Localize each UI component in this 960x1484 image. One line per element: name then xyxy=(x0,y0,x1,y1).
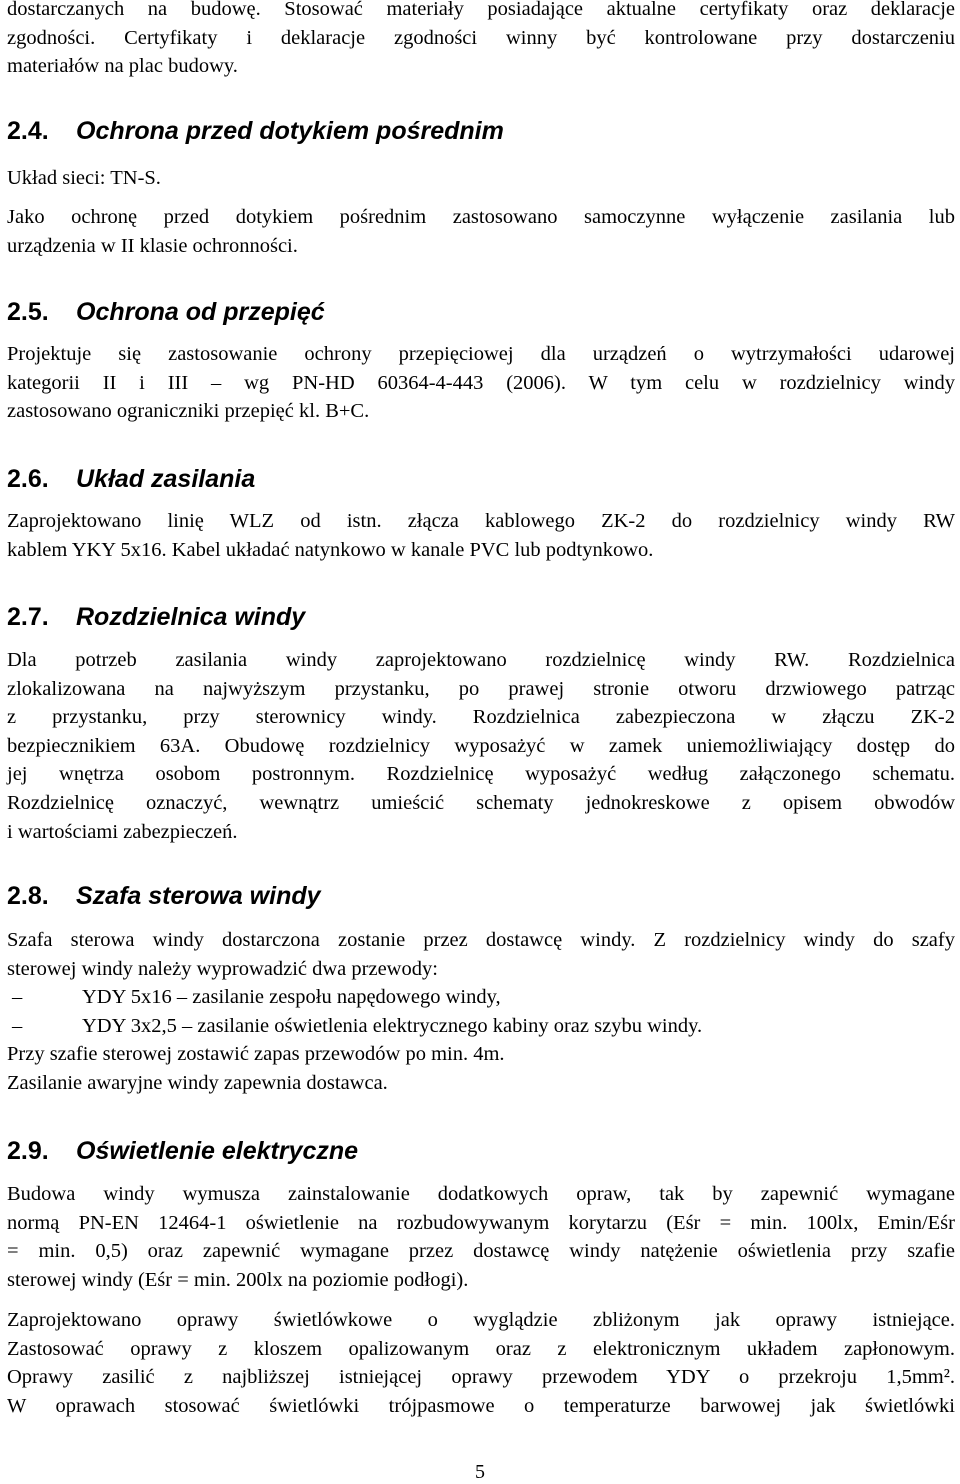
text-line: Zastosować oprawy z kloszem opalizowanym oraz z elektronicznym układem zapłonowym. xyxy=(7,1337,955,1360)
text-line: Oprawy zasilić z najbliższej istniejącej oprawy przewodem YDY o przekroju 1,5mm². xyxy=(7,1366,955,1389)
section-heading-2-9 xyxy=(7,1135,358,1167)
list-item-text: YDY 3x2,5 – zasilanie oświetlenia elektrycznego kabiny oraz szybu windy. xyxy=(82,1014,703,1037)
text-line: i wartościami zabezpieczeń. xyxy=(7,820,238,843)
text-line: z przystanku, przy sterownicy windy. Rozdzielnica zabezpieczona w złączu ZK-2 xyxy=(7,706,955,729)
section-heading-2-8 xyxy=(7,880,321,912)
section-number: 2.5. xyxy=(7,298,49,326)
section-2-9-paragraph-1 xyxy=(7,1180,955,1294)
text-line: = min. 0,5) oraz zapewnić wymagane przez dostawcę windy natężenie oświetlenia przy szafie xyxy=(7,1240,955,1263)
text-line: zlokalizowana na najwyższym przystanku, po prawej stronie otworu drzwiowego patrząc xyxy=(7,677,955,700)
cable-reserve-text: Przy szafie sterowej zostawić zapas przewodów po min. 4m. xyxy=(7,1043,505,1065)
backup-power-text: Zasilanie awaryjne windy zapewnia dostawca. xyxy=(7,1072,388,1094)
section-title: Układ zasilania xyxy=(76,465,256,493)
cable-list xyxy=(7,983,955,1040)
intro-paragraph xyxy=(7,0,955,81)
list-dash: – xyxy=(12,986,23,1008)
text-line: Zaprojektowano linię WLZ od istn. złącza kablowego ZK-2 do rozdzielnicy windy RW xyxy=(7,510,955,532)
section-number: 2.7. xyxy=(7,603,49,631)
network-type-text: Układ sieci: TN-S. xyxy=(7,167,161,189)
list-dash: – xyxy=(12,1014,23,1037)
text-line: Dla potrzeb zasilania windy zaprojektowano rozdzielnicę windy RW. Rozdzielnica xyxy=(7,649,955,671)
section-heading-2-7 xyxy=(7,601,305,633)
section-title: Szafa sterowa windy xyxy=(76,882,321,910)
section-2-9-paragraph-2 xyxy=(7,1306,955,1420)
list-item xyxy=(7,1012,955,1041)
section-2-5-paragraph xyxy=(7,340,955,426)
text-line: zgodności. Certyfikaty i deklaracje zgodności winny być kontrolowane przy dostarczeniu xyxy=(7,26,955,49)
section-2-6-paragraph xyxy=(7,507,955,564)
section-number: 2.6. xyxy=(7,465,49,493)
text-line: W oprawach stosować świetlówki trójpasmowe o temperaturze barwowej jak świetlówki xyxy=(7,1394,955,1417)
text-line: zastosowano ograniczniki przepięć kl. B+C. xyxy=(7,400,370,423)
section-title: Ochrona przed dotykiem pośrednim xyxy=(76,117,504,145)
list-item-text: YDY 5x16 – zasilanie zespołu napędowego windy, xyxy=(82,986,501,1008)
text-line: jej wnętrza osobom postronnym. Rozdzielnicę wyposażyć według załączonego schematu. xyxy=(7,763,955,786)
text-line: dostarczanych na budowę. Stosować materiały posiadające aktualne certyfikaty oraz deklaracje xyxy=(7,0,955,20)
text-line: Szafa sterowa windy dostarczona zostanie przez dostawcę windy. Z rozdzielnicy windy do szafy xyxy=(7,929,955,951)
section-2-4-paragraph xyxy=(7,203,955,260)
text-line: Rozdzielnicę oznaczyć, wewnątrz umieścić schematy jednokreskowe z opisem obwodów xyxy=(7,791,955,814)
text-line: normą PN-EN 12464-1 oświetlenie na rozbudowywanym korytarzu (Eśr = min. 100lx, Emin/Eśr xyxy=(7,1211,955,1234)
section-title: Oświetlenie elektryczne xyxy=(76,1137,359,1165)
section-number: 2.8. xyxy=(7,882,49,910)
text-line: sterowej windy należy wyprowadzić dwa przewody: xyxy=(7,957,438,980)
page-number: 5 xyxy=(475,1461,485,1483)
text-line: kategorii II i III – wg PN-HD 60364-4-443 (2006). W tym celu w rozdzielnicy windy xyxy=(7,371,955,394)
section-heading-2-6 xyxy=(7,463,255,495)
text-line: urządzenia w II klasie ochronności. xyxy=(7,234,298,257)
text-line: Budowa windy wymusza zainstalowanie dodatkowych opraw, tak by zapewnić wymagane xyxy=(7,1183,955,1205)
text-line: kablem YKY 5x16. Kabel układać natynkowo w kanale PVC lub podtynkowo. xyxy=(7,538,654,561)
text-line: Jako ochronę przed dotykiem pośrednim zastosowano samoczynne wyłączenie zasilania lub xyxy=(7,206,955,228)
section-title: Rozdzielnica windy xyxy=(76,603,306,631)
text-line: Projektuje się zastosowanie ochrony przepięciowej dla urządzeń o wytrzymałości udarowej xyxy=(7,343,955,365)
text-line: materiałów na plac budowy. xyxy=(7,55,238,78)
text-line: sterowej windy (Eśr = min. 200lx na poziomie podłogi). xyxy=(7,1268,469,1291)
section-number: 2.4. xyxy=(7,117,49,145)
section-2-8-paragraph xyxy=(7,926,955,983)
text-line: bezpiecznikiem 63A. Obudowę rozdzielnicy wyposażyć w zamek uniemożliwiający dostęp do xyxy=(7,734,955,757)
section-number: 2.9. xyxy=(7,1137,49,1165)
text-line: Zaprojektowano oprawy świetlówkowe o wyglądzie zbliżonym jak oprawy istniejące. xyxy=(7,1309,955,1331)
section-title: Ochrona od przepięć xyxy=(76,298,325,326)
section-heading-2-4 xyxy=(7,115,504,147)
list-item xyxy=(7,983,955,1012)
section-2-7-paragraph xyxy=(7,646,955,846)
section-heading-2-5 xyxy=(7,296,325,328)
